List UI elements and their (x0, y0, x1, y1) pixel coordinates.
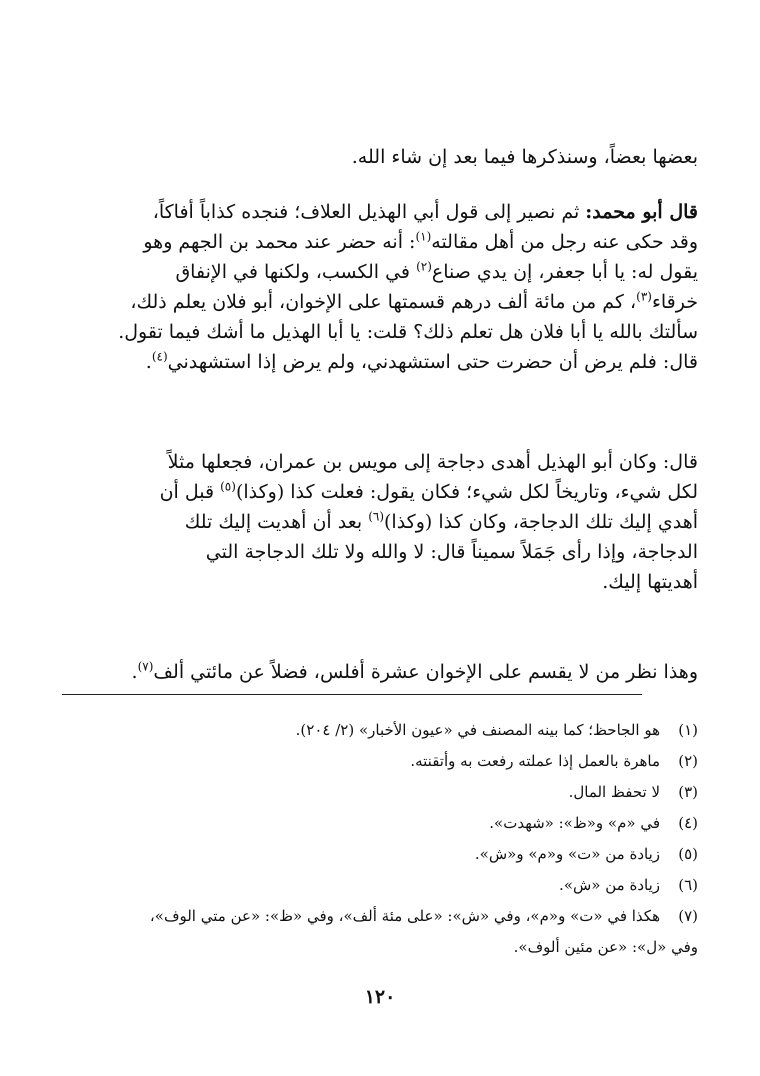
paragraph-chicken-story (62, 448, 698, 598)
para2-line3: أهدي إليك تلك الدجاجة، وكان كذا (وكذا)$^{(٦)}$ بعد أن أهديت إليك تلك (184, 509, 698, 533)
footnote-3: (٣)لا تحفظ المال. (568, 783, 698, 801)
footnote-5: (٥)زيادة من «ت» و«م» و«ش». (474, 845, 698, 863)
footnote-4: (٤)في «م» و«ظ»: «شهدت». (489, 814, 698, 832)
para1-line1: قال أبو محمد: ثم نصير إلى قول أبي الهذيل العلاف؛ فنجده كذاباً أفاكاً، (152, 201, 698, 223)
intro-paragraph (62, 143, 698, 173)
footnote-ref-6[interactable]: (٦) (368, 509, 385, 524)
footnote-7-continuation: وفي «ل»: «عن مئين ألوف». (513, 938, 698, 956)
para1-line4: خرقاء$^{(٣)}$، كم من مائة ألف درهم قسمتها على الإخوان، أبو فلان يعلم ذلك، (130, 289, 698, 313)
footnote-divider (62, 694, 642, 695)
para2-line4: الدجاجة، وإذا رأى جَمَلاً سميناً قال: لا والله ولا تلك الدجاجة التي (205, 541, 698, 563)
footnote-ref-3[interactable]: (٣) (636, 289, 652, 304)
footnote-ref-1[interactable]: (١) (415, 229, 432, 244)
footnote-6: (٦)زيادة من «ش». (559, 876, 698, 894)
footnote-7: (٧)هكذا في «ت» و«م»، وفي «ش»: «على مئة ألف»، وفي «ظ»: «عن متي الوف»، (149, 907, 698, 925)
footnote-1: (١)هو الجاحظ؛ كما بينه المصنف في «عيون الأخبار» (٢/ ٢٠٤). (295, 721, 698, 739)
footnote-ref-4[interactable]: (٤) (151, 349, 168, 364)
page-number: ١٢٠ (364, 986, 396, 1008)
footnotes (62, 716, 698, 964)
para1-line2: وقد حكى عنه رجل من أهل مقالته$^{(١)}$: أنه حضر عند محمد بن الجهم وهو (143, 229, 698, 253)
footnote-ref-5[interactable]: (٥) (220, 479, 236, 494)
para1-line6: قال: فلم يرض أن حضرت حتى استشهدني، ولم يرض إذا استشهدني$^{(٤)}$. (145, 349, 698, 373)
footnote-ref-7[interactable]: (٧) (137, 659, 154, 674)
para1-lead: قال أبو محمد: (585, 201, 698, 223)
intro-line: بعضها بعضاً، وسنذكرها فيما بعد إن شاء الله. (351, 146, 698, 168)
footnote-2: (٢)ماهرة بالعمل إذا عملته رفعت به وأتقنته. (410, 752, 698, 770)
para2-line1: قال: وكان أبو الهذيل أهدى دجاجة إلى مويس بن عمران، فجعلها مثلاً (167, 451, 698, 473)
para2-line5: أهديتها إليك. (602, 571, 698, 593)
para1-line5: سألتك بالله يا أبا فلان هل تعلم ذلك؟ قلت: يا أبا الهذيل ما أشك فيما تقول. (118, 321, 698, 343)
paragraph-conclusion (62, 658, 698, 688)
para3-line1: وهذا نظر من لا يقسم على الإخوان عشرة أفلس، فضلاً عن مائتي ألف$^{(٧)}$. (131, 659, 698, 683)
para1-line3: يقول له: يا أبا جعفر، إن يدي صناع$^{(٢)}$ في الكسب، ولكنها في الإنفاق (175, 259, 698, 283)
paragraph-abu-muhammad (62, 198, 698, 378)
footnote-ref-2[interactable]: (٢) (416, 259, 432, 274)
para2-line2: لكل شيء، وتاريخاً لكل شيء؛ فكان يقول: فعلت كذا (وكذا)$^{(٥)}$ قبل أن (159, 479, 698, 503)
